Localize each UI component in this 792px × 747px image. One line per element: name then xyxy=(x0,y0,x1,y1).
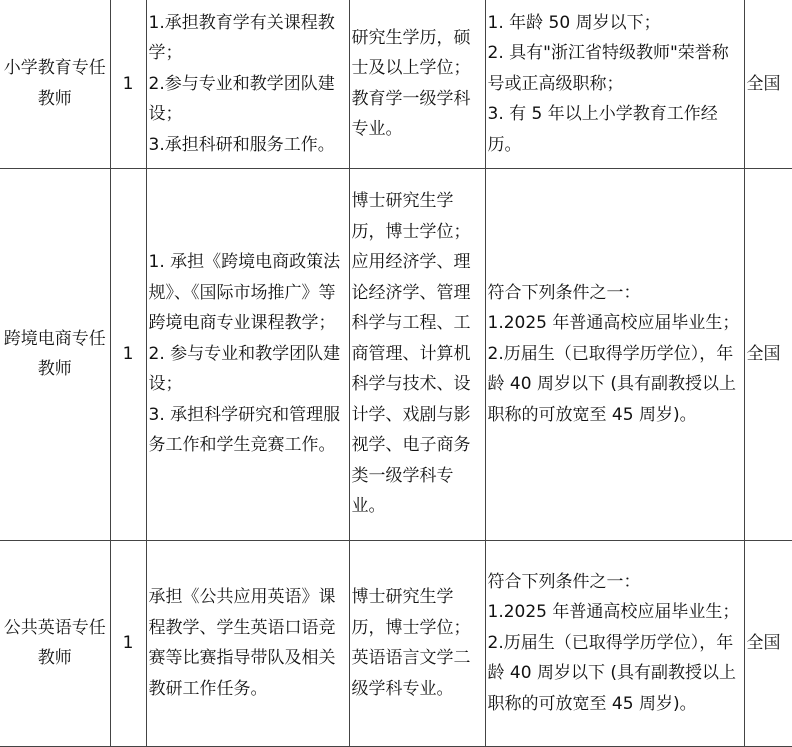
education-cell: 博士研究生学历，博士学位；英语语言文学二级学科专业。 xyxy=(349,540,485,746)
education-cell: 研究生学历，硕士及以上学位；教育学一级学科专业。 xyxy=(349,0,485,168)
area-cell: 全国 xyxy=(744,168,792,540)
requirements-cell xyxy=(485,540,744,746)
table-row xyxy=(0,540,792,746)
count-cell: 1 xyxy=(110,168,146,540)
duties-cell xyxy=(146,168,349,540)
requirement-line: 符合下列条件之一： xyxy=(487,282,641,303)
education-cell: 博士研究生学历，博士学位；应用经济学、理论经济学、管理科学与工程、工商管理、计算机科学与技术、设计学、戏剧与影视学、电子商务类一级学科专业。 xyxy=(349,168,485,540)
requirement-line: 2.历届生（已取得学历学位），年龄 40 周岁以下 (具有副教授以上职称的可放宽至 45 周岁)。 xyxy=(487,343,736,425)
position-cell: 小学教育专任教师 xyxy=(0,0,110,168)
requirements-cell xyxy=(485,168,744,540)
table-row xyxy=(0,0,792,168)
requirement-line: 1. 年龄 50 周岁以下； xyxy=(487,12,661,33)
position-cell: 公共英语专任教师 xyxy=(0,540,110,746)
requirement-line: 3. 有 5 年以上小学教育工作经历。 xyxy=(487,104,718,155)
requirement-line: 1.2025 年普通高校应届毕业生； xyxy=(487,313,740,334)
duty-line: 3.承担科研和服务工作。 xyxy=(148,134,335,155)
count-cell: 1 xyxy=(110,540,146,746)
duties-cell xyxy=(146,540,349,746)
duty-line: 1. 承担《跨境电商政策法规》、《国际市场推广》等跨境电商专业课程教学； xyxy=(148,252,341,334)
area-cell: 全国 xyxy=(744,540,792,746)
requirement-line: 2. 具有"浙江省特级教师"荣誉称号或正高级职称； xyxy=(487,43,729,94)
requirement-line: 2.历届生（已取得学历学位），年龄 40 周岁以下 (具有副教授以上职称的可放宽至 45 周岁)。 xyxy=(487,632,736,714)
area-cell: 全国 xyxy=(744,0,792,168)
duty-line: 3. 承担科学研究和管理服务工作和学生竞赛工作。 xyxy=(148,404,341,456)
table-row xyxy=(0,168,792,540)
duty-line: 1.承担教育学有关课程教学； xyxy=(148,12,335,63)
duty-line: 承担《公共应用英语》课程教学、学生英语口语竞赛等比赛指导带队及相关教研工作任务。 xyxy=(148,587,336,699)
position-cell: 跨境电商专任教师 xyxy=(0,168,110,540)
requirement-line: 符合下列条件之一： xyxy=(487,571,641,592)
requirement-line: 1.2025 年普通高校应届毕业生； xyxy=(487,602,740,623)
duties-cell xyxy=(146,0,349,168)
duty-line: 2.参与专业和教学团队建设； xyxy=(148,73,335,124)
requirements-cell xyxy=(485,0,744,168)
duty-line: 2. 参与专业和教学团队建设； xyxy=(148,343,341,395)
count-cell: 1 xyxy=(110,0,146,168)
